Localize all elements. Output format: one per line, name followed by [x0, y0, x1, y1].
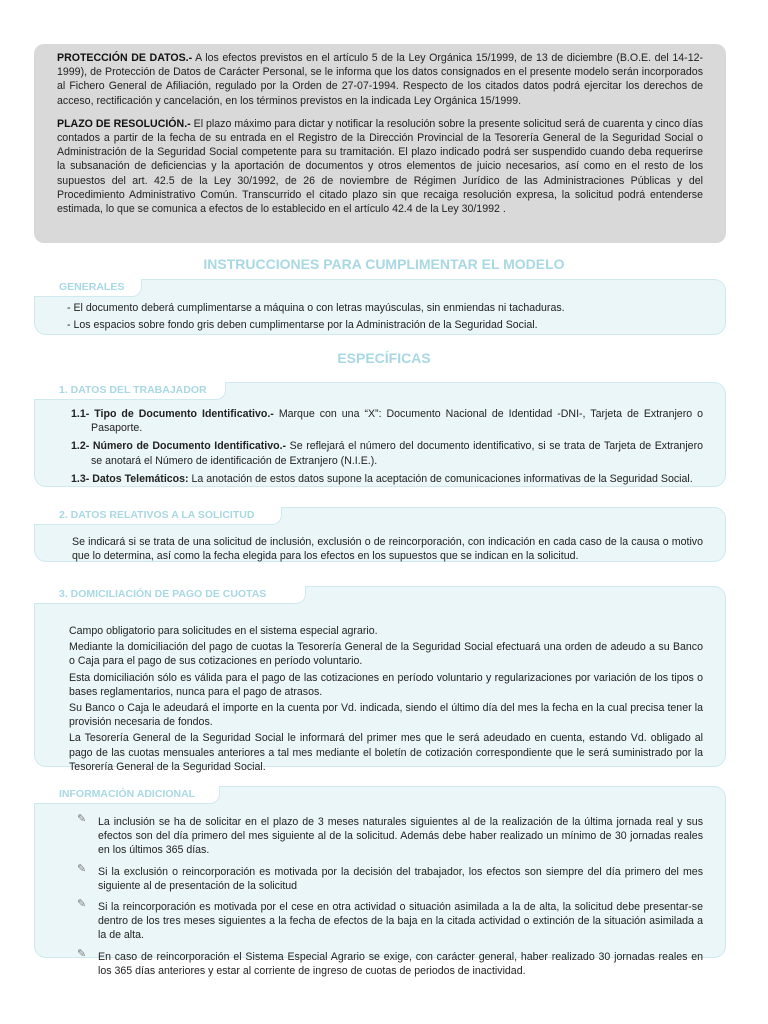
adicional-item-text: Si la reincorporación es motivada por el cese en otra actividad o situación asimilada a la de alta, la solicitud debe presentar-se dentro de los tres meses siguientes a la fecha de efectos de la baja en la citada actividad o extinción de la situación asimilada a la de alta. — [98, 901, 703, 942]
adicional-panel — [34, 786, 726, 977]
trabajador-item-text: Marque con una “X”: Documento Nacional de Identidad -DNI-, Tarjeta de Extranjero o Pasaporte. — [91, 408, 704, 435]
adicional-item-text: La inclusión se ha de solicitar en el plazo de 3 meses naturales siguientes al de la realización de la última jornada real y sus efectos son del día primero del mes siguiente al de la solicitud. Además debe haber realizado un mínimo de 30 jornadas reales en los últimos 365 días. — [98, 816, 703, 857]
domiciliacion-panel — [34, 586, 726, 773]
especificas-title: ESPECÍFICAS — [337, 350, 431, 366]
plazo-paragraph — [57, 117, 703, 216]
generales-panel — [34, 279, 726, 335]
solicitud-panel — [34, 507, 726, 562]
proteccion-paragraph — [57, 51, 703, 108]
trabajador-item-head: 1.3- Datos Telemáticos: — [71, 472, 189, 485]
domiciliacion-paragraph: Mediante la domiciliación del pago de cuotas la Tesorería General de la Seguridad Social efectuará una orden de adeudo a su Banco o Caja para el pago de sus cotizaciones en período voluntario. — [69, 641, 703, 668]
instructions-title: INSTRUCCIONES PARA CUMPLIMENTAR EL MODELO — [203, 256, 565, 272]
adicional-item — [65, 947, 703, 978]
solicitud-text: Se indicará si se trata de una solicitud de inclusión, exclusión o de reincorporación, con indicación en cada caso de la causa o motivo que lo determina, así como la fecha elegida para los efectos en los supuestos que se indican en la solicitud. — [72, 536, 703, 563]
adicional-item — [65, 900, 703, 943]
adicional-item — [65, 862, 703, 893]
domiciliacion-paragraph: La Tesorería General de la Seguridad Social le informará del primer mes que le será adeudado en cuenta, estando Vd. obligado al pago de las cuotas mensuales anteriores a tal mes mediante el boletín de cotización correspondiente que le será suministrado por la Tesorería General de la Seguridad Social. — [69, 732, 703, 773]
adicional-item-text: En caso de reincorporación el Sistema Especial Agrario se exige, con carácter general, haber realizado 30 jornadas reales en los 365 días anteriores y estar al corriente de ingreso de cuotas de periodos de inactividad. — [98, 950, 703, 977]
legal-notice-box — [34, 44, 726, 243]
trabajador-panel — [34, 382, 726, 487]
trabajador-item — [71, 439, 703, 467]
plazo-heading: PLAZO DE RESOLUCIÓN.- — [57, 117, 191, 130]
trabajador-item-head: 1.1- Tipo de Documento Identificativo.- — [71, 408, 274, 420]
trabajador-item-text: Se reflejará el número del documento identificativo, si se trata de Tarjeta de Extranjero se anotará el Número de identificación de Extranjero (N.I.E.). — [91, 440, 703, 467]
pencil-icon: ✎ — [77, 862, 87, 875]
domiciliacion-paragraph: Campo obligatorio para solicitudes en el sistema especial agrario. — [69, 625, 378, 637]
trabajador-tab: 1. DATOS DEL TRABAJADOR — [34, 382, 226, 400]
domiciliacion-tab: 3. DOMICILIACIÓN DE PAGO DE CUOTAS — [34, 586, 306, 604]
trabajador-item-head: 1.2- Número de Documento Identificativo.- — [71, 440, 287, 453]
trabajador-item-text: La anotación de estos datos supone la aceptación de comunicaciones informativas de la Seguridad Social. — [188, 472, 693, 485]
proteccion-heading: PROTECCIÓN DE DATOS.- — [57, 52, 193, 64]
trabajador-item — [71, 407, 703, 435]
adicional-tab: INFORMACIÓN ADICIONAL — [34, 786, 220, 804]
plazo-text: El plazo máximo para dictar y notificar la resolución sobre la presente solicitud será de cuarenta y cinco días contados a partir de la fecha de su entrada en el Registro de la Dirección Provincial de la Tesorería General de la Seguridad Social o Administración de la Seguridad Social competente para su tramitación. El plazo indicado podrá ser suspendido cuando deba requerirse la subsanación de deficiencias y la aportación de documentos y otros elementos de juicio necesarios, así como en el resto de los supuestos del art. 42.5 de la Ley 30/1992, de 26 de noviembre de Régimen Jurídico de las Administraciones Públicas y del Procedimiento Administrativo Común. Transcurrido el citado plazo sin que recaiga resolución expresa, la solicitud podrá entenderse estimada, lo que se comunica a efectos de lo establecido en el artículo 42.4 de la Ley 30/1992 . — [57, 117, 703, 216]
domiciliacion-paragraph: Esta domiciliación sólo es válida para el pago de las cotizaciones en período voluntario y regularizaciones por variación de los tipos o bases reglamentarios, nunca para el pago de atrasos. — [69, 671, 703, 698]
adicional-item-text: Si la exclusión o reincorporación es motivada por la decisión del trabajador, los efectos son siempre del día primero del mes siguiente al de presentación de la solicitud — [98, 865, 703, 892]
generales-line-1: - El documento deberá cumplimentarse a máquina o con letras mayúsculas, sin enmiendas ni tachaduras. — [67, 302, 565, 314]
solicitud-tab: 2. DATOS RELATIVOS A LA SOLICITUD — [34, 507, 282, 525]
adicional-item — [65, 815, 703, 858]
trabajador-item — [71, 472, 703, 486]
generales-line-2: - Los espacios sobre fondo gris deben cumplimentarse por la Administración de la Seguridad Social. — [67, 319, 538, 332]
proteccion-text: A los efectos previstos en el artículo 5 de la Ley Orgánica 15/1999, de 13 de diciembre (B.O.E. del 14-12-1999), de Protección de Datos de Carácter Personal, se le informa que los datos consignados en el presente modelo serán incorporados al Fichero General de Afiliación, regulado por la Orden de 27-07-1994. Respecto de los citados datos podrá ejercitar los derechos de acceso, rectificación y cancelación, en los términos previstos en la indicada Ley Orgánica 15/1999. — [57, 52, 703, 107]
generales-tab: GENERALES — [34, 279, 142, 297]
pencil-icon: ✎ — [77, 813, 87, 825]
pencil-icon: ✎ — [77, 898, 87, 911]
domiciliacion-paragraph: Su Banco o Caja le adeudará el importe en la cuenta por Vd. indicada, siendo el último día del mes la fecha en la cual precisa tener la provisión necesaria de fondos. — [69, 702, 703, 729]
pencil-icon: ✎ — [77, 947, 87, 960]
